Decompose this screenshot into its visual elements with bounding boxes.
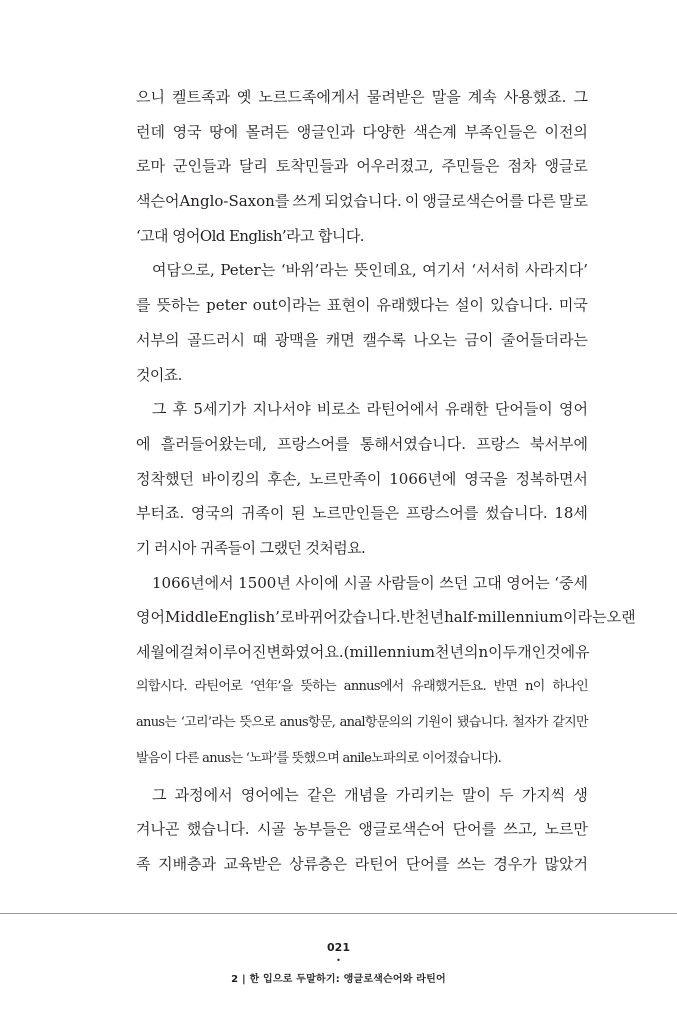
body-line xyxy=(136,566,588,601)
body-line xyxy=(136,184,588,219)
body-line-text: 겨나곤 했습니다. 시골 농부들은 앵글로색슨어 단어를 쓰고, 노르만 xyxy=(136,820,588,839)
body-line xyxy=(136,635,588,670)
body-line xyxy=(136,149,588,184)
body-line-text: ‘고대 영어Old English’라고 합니다. xyxy=(136,226,364,245)
body-line xyxy=(136,392,588,427)
body-line-text: 서부의 골드러시 때 광맥을 캐면 캘수록 나오는 금이 줄어들더라는 xyxy=(136,330,588,349)
body-line xyxy=(136,742,588,778)
body-line-text: 런데 영국 땅에 몰려든 앵글인과 다양한 색슨계 부족인들은 이전의 xyxy=(136,122,588,141)
body-line-text: 를 뜻하는 peter out이라는 표현이 유래했다는 설이 있습니다. 미국 xyxy=(136,296,588,315)
body-line xyxy=(136,670,588,706)
body-line xyxy=(136,427,588,462)
body-line-text: 의합시다. 라틴어로 ‘연年’을 뜻하는 annus에서 유래했거든요. 반면 n이 하나인 xyxy=(136,678,588,694)
body-line xyxy=(136,115,588,150)
body-line xyxy=(136,323,588,358)
body-line-text: 것이죠. xyxy=(136,365,182,384)
body-line-text: 그 과정에서 영어에는 같은 개념을 가리키는 말이 두 가지씩 생 xyxy=(152,785,588,804)
body-line-text: 영어Middle English’로 바뀌어갔습니다. 반천 년half-millennium이라는 오랜 xyxy=(136,608,636,627)
body-line xyxy=(136,219,588,254)
body-line-text: 로마 군인들과 달리 토착민들과 어우러졌고, 주민들은 점차 앵글로 xyxy=(136,157,588,176)
body-line-text: 색슨어Anglo-Saxon를 쓰게 되었습니다. 이 앵글로색슨어를 다른 말로 xyxy=(136,192,588,211)
body-line xyxy=(136,288,588,323)
body-line xyxy=(136,496,588,531)
body-line xyxy=(136,358,588,393)
body-line xyxy=(136,812,588,847)
body-line xyxy=(136,778,588,813)
body-text xyxy=(136,80,636,882)
body-line xyxy=(136,531,588,566)
body-line-text: 기 러시아 귀족들이 그랬던 것처럼요. xyxy=(136,538,366,557)
body-line-text: 족 지배층과 교육받은 상류층은 라틴어 단어를 쓰는 경우가 많았거 xyxy=(136,855,588,874)
body-line-text: 여담으로, Peter는 ‘바위’라는 뜻인데요, 여기서 ‘서서히 사라지다’ xyxy=(152,261,588,280)
body-line-text: 정착했던 바이킹의 후손, 노르만족이 1066년에 영국을 정복하면서 xyxy=(136,469,588,488)
body-line xyxy=(136,462,588,497)
body-line xyxy=(136,847,588,882)
body-line-text: anus는 ‘고리’라는 뜻으로 anus항문, anal항문의의 기원이 됐습니다. 철자가 같지만 xyxy=(136,714,588,730)
footer-divider xyxy=(0,913,677,914)
page-number: 021 xyxy=(327,941,350,954)
body-line-text: 부터죠. 영국의 귀족이 된 노르만인들은 프랑스어를 썼습니다. 18세 xyxy=(136,504,588,523)
body-line xyxy=(136,80,588,115)
body-line-text: 에 흘러들어왔는데, 프랑스어를 통해서였습니다. 프랑스 북서부에 xyxy=(136,434,588,453)
body-line xyxy=(136,600,636,635)
body-line-text: 발음이 다른 anus는 ‘노파’를 뜻했으며 anile노파의로 이어졌습니다). xyxy=(136,750,501,766)
body-line xyxy=(136,706,588,742)
body-line-text: 1066년에서 1500년 사이에 시골 사람들이 쓰던 고대 영어는 ‘중세 xyxy=(152,573,588,592)
body-line-text: 으니 켈트족과 옛 노르드족에게서 물려받은 말을 계속 사용했죠. 그 xyxy=(136,88,588,106)
footer-dot: • xyxy=(336,956,341,965)
body-line xyxy=(136,253,588,288)
body-line-text: 그 후 5세기가 지나서야 비로소 라틴어에서 유래한 단어들이 영어 xyxy=(152,400,588,419)
running-title: 2 | 한 입으로 두말하기: 앵글로색슨어와 라틴어 xyxy=(231,974,446,985)
body-line-text: 세월에 걸쳐 이루어진 변화였어요.(millennium천년의 n이 두 개인 것에 유 xyxy=(136,643,590,661)
